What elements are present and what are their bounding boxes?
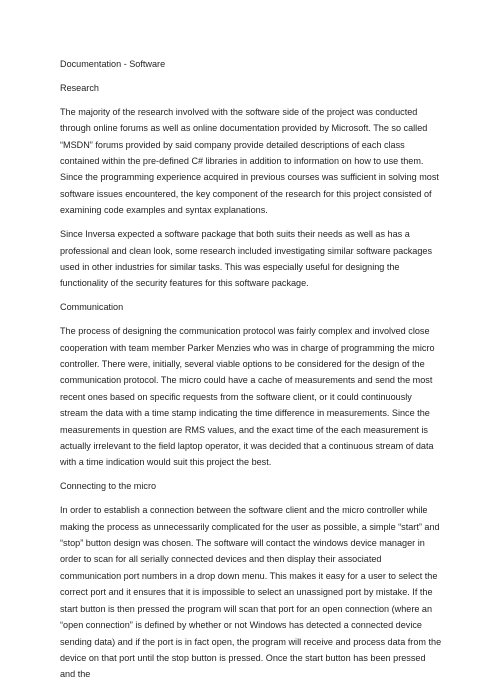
- document-title: Documentation - Software: [60, 59, 166, 69]
- paragraph-research-1: The majority of the research involved with the software side of the project was conducted through online forums as well as online documentation provided by Microsoft. The so called “MSDN” forums provided by said company provide detailed descriptions of each class contained within the pre-defined C# libraries in addition to information on how to use them. Since the programming experience acquired in previous courses was sufficient in solving most software issues encountered, the key component of the research for this project consisted of examining code examples and syntax explanations.: [60, 106, 439, 216]
- section-heading-communication: Communication: [60, 302, 124, 313]
- paragraph-connecting: In order to establish a connection between the software client and the micro controller while making the process as unnecessarily complicated for the user as possible, a simple “start” and “stop” button design was chosen. The software will contact the windows device manager in order to scan for all serially connected devices and then display their associated communication port numbers in a drop down menu. This makes it easy for a user to select the correct port and it ensures that it is impossible to select an unassigned port by mistake. If the start button is then pressed the program will scan that port for an open connection (where an “open connection” is defined by whether or not Windows has detected a connected device sending data) and if the port is in fact open, the program will receive and process data from the device on that port until the stop button is pressed. Once the start button has been pressed and the: [60, 505, 442, 680]
- document-body: [60, 56, 442, 690]
- section-heading-connecting: Connecting to the micro: [60, 481, 157, 492]
- section-heading-research: Research: [60, 82, 99, 93]
- paragraph-research-2: Since Inversa expected a software package that both suits their needs as well as has a professional and clean look, some research included investigating similar software packages used in other industries for similar tasks. This was especially useful for designing the functionality of the security features for this software package.: [60, 229, 433, 289]
- paragraph-communication: The process of designing the communication protocol was fairly complex and involved close cooperation with team member Parker Menzies who was in charge of programming the micro controller. There were, initially, several viable options to be considered for the design of the communication protocol. The micro could have a cache of measurements and send the most recent ones based on specific requests from the software client, or it could continuously stream the data with a time stamp indicating the time difference in measurements. Since the measurements in question are RMS values, and the exact time of the each measurement is actually irrelevant to the field laptop operator, it was decided that a continuous stream of data with a time indication would suit this project the best.: [60, 326, 435, 468]
